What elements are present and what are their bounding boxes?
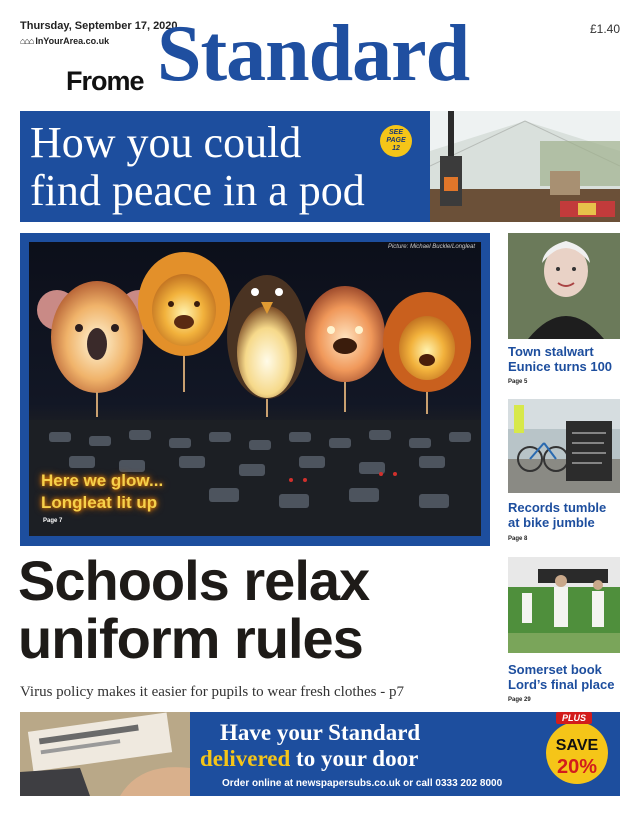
sidebar-headline-1[interactable] bbox=[508, 344, 623, 374]
photo-caption bbox=[41, 470, 163, 514]
cricket-photo[interactable] bbox=[508, 557, 620, 653]
site-name-text: InYourArea.co.uk bbox=[35, 36, 110, 46]
ad-headline-line2 bbox=[200, 746, 418, 772]
save-badge bbox=[546, 722, 608, 784]
see-page-badge bbox=[380, 125, 412, 157]
lead-headline-line1: Schools relax bbox=[18, 549, 370, 612]
sidebar-2-line2: at bike jumble bbox=[508, 515, 595, 530]
ad-headline-line1: Have your Standard bbox=[220, 720, 421, 745]
top-banner-line2: find peace in a pod bbox=[30, 166, 365, 215]
eunice-photo[interactable] bbox=[508, 233, 620, 339]
masthead-title: Standard bbox=[157, 10, 470, 98]
sidebar-page-3: Page 29 bbox=[508, 697, 531, 703]
sidebar-1-line1: Town stalwart bbox=[508, 344, 594, 359]
caption-line1: Here we glow... bbox=[41, 471, 164, 490]
sidebar-1-line2: Eunice turns 100 bbox=[508, 359, 613, 374]
sidebar-page-1: Page 5 bbox=[508, 379, 528, 385]
lead-subhead: Virus policy makes it easier for pupils to wear fresh clothes - p7 bbox=[20, 684, 404, 700]
save-text: SAVE bbox=[555, 737, 599, 754]
ad-headline-rest: to your door bbox=[290, 746, 419, 771]
ad-highlight: delivered bbox=[200, 746, 291, 771]
bike-jumble-photo[interactable] bbox=[508, 399, 620, 493]
lion-balloon bbox=[138, 252, 230, 392]
badge-see: SEE bbox=[388, 129, 403, 136]
save-percent: 20% bbox=[556, 756, 598, 778]
lead-headline[interactable] bbox=[18, 549, 498, 670]
houses-icon: ⌂⌂⌂ bbox=[20, 36, 34, 46]
main-photo-frame[interactable] bbox=[20, 233, 490, 546]
sidebar-2-line1: Records tumble bbox=[508, 500, 607, 515]
balloon-photo bbox=[29, 242, 481, 536]
sidebar-page-2-visible: Page 8 bbox=[508, 536, 528, 542]
cat-balloon bbox=[305, 286, 385, 412]
sidebar-headline-2[interactable] bbox=[508, 500, 623, 530]
main-photo-page: Page 7 bbox=[43, 518, 63, 524]
plus-tag: PLUS bbox=[556, 712, 592, 724]
top-banner-line1: How you could bbox=[30, 118, 302, 167]
lion-balloon-right bbox=[383, 292, 471, 414]
newspaper-delivery-photo bbox=[20, 712, 190, 796]
subscription-ad[interactable] bbox=[20, 712, 620, 796]
pod-photo bbox=[430, 111, 620, 222]
penguin-balloon bbox=[227, 275, 307, 417]
sidebar-3-line1: Somerset book bbox=[508, 662, 602, 677]
photo-credit: Picture: Michael Buckle/Longleat bbox=[387, 244, 475, 250]
badge-page: PAGE bbox=[386, 137, 406, 144]
ad-order-info[interactable]: Order online at newspapersubs.co.uk or call 0333 202 8000 bbox=[222, 778, 503, 789]
sidebar-headline-3[interactable] bbox=[508, 662, 623, 692]
top-banner-headline bbox=[30, 119, 430, 215]
sidebar-3-line2: Lord’s final place bbox=[508, 677, 615, 692]
site-name bbox=[20, 36, 109, 46]
issue-date: Thursday, September 17, 2020 bbox=[20, 20, 178, 32]
masthead-town: Frome bbox=[66, 66, 144, 96]
cover-price: £1.40 bbox=[589, 22, 620, 36]
lead-headline-line2: uniform rules bbox=[18, 607, 363, 670]
badge-number: 12 bbox=[392, 145, 400, 152]
top-banner[interactable] bbox=[20, 111, 620, 222]
caption-line2: Longleat lit up bbox=[41, 493, 158, 512]
